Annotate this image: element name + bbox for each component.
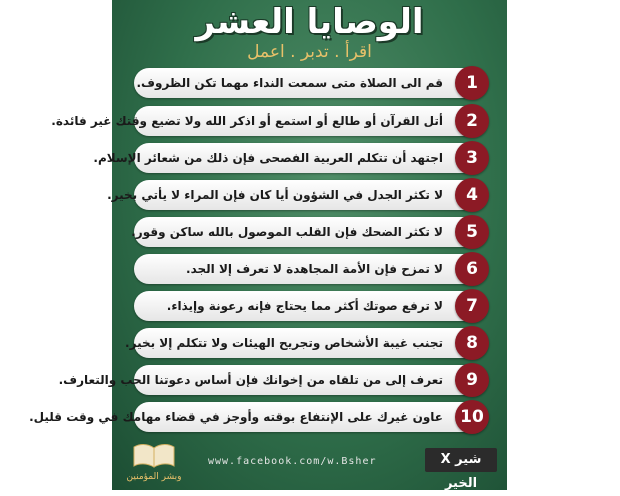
item-text: تجنب غيبة الأشخاص وتجريح الهيئات ولا تتكلم إلا بخير.: [125, 336, 443, 350]
list-item: [93, 143, 478, 173]
item-text: لا تمزح فإن الأمة المجاهدة لا تعرف إلا الجد.: [186, 262, 443, 276]
item-text: اجتهد أن تتكلم العربية الفصحى فإن ذلك من شعائر الإسلام.: [93, 151, 443, 165]
item-text: عاون غيرك على الإنتفاع بوقته وأوجز في قضاء مهامك في وقت قليل.: [29, 410, 443, 424]
item-number-badge: 10: [455, 400, 489, 434]
list-item: [107, 180, 478, 210]
item-text: لا تكثر الجدل في الشؤون أيا كان فإن المراء لا يأتي بخير.: [107, 188, 443, 202]
list-item: [29, 402, 484, 432]
list-item: [134, 291, 477, 321]
item-text: لا تكثر الضحك فإن القلب الموصول بالله ساكن وقور.: [131, 225, 443, 239]
list-item: [134, 68, 477, 98]
item-number-badge: 8: [455, 326, 489, 360]
brand-logo: [124, 440, 184, 486]
page-subtitle: اقرأ . تدبر . اعمل: [247, 42, 372, 62]
item-number-badge: 6: [455, 252, 489, 286]
item-number-badge: 2: [455, 104, 489, 138]
list-item: [51, 106, 478, 136]
item-text: قم الى الصلاة متى سمعت النداء مهما تكن الظروف.: [136, 76, 443, 90]
item-number-badge: 7: [455, 289, 489, 323]
logo-text: وبشر المؤمنين: [126, 472, 182, 482]
list-item: [131, 217, 478, 247]
list-item: [134, 254, 477, 284]
item-text: تعرف إلى من تلقاه من إخوانك فإن أساس دعوتنا الحب والتعارف.: [58, 373, 443, 387]
list-item: [58, 365, 478, 395]
item-number-badge: 1: [455, 66, 489, 100]
page-title: الوصايا العشر: [195, 2, 424, 42]
item-text: أتل القرآن أو طالع أو استمع أو اذكر الله ولا تضيع وقتك غير فائدة.: [51, 114, 443, 128]
item-number-badge: 5: [455, 215, 489, 249]
poster: [29, 0, 507, 491]
share-badge[interactable]: شير X الخير: [425, 448, 497, 472]
item-number-badge: 3: [455, 141, 489, 175]
item-text: لا ترفع صوتك أكثر مما يحتاج فإنه رعونة وإيذاء.: [166, 299, 443, 313]
list-item: [125, 328, 478, 358]
book-logo-icon: [131, 440, 177, 470]
facebook-url[interactable]: www.facebook.com/w.Bsher: [208, 456, 377, 467]
item-number-badge: 9: [455, 363, 489, 397]
item-number-badge: 4: [455, 178, 489, 212]
